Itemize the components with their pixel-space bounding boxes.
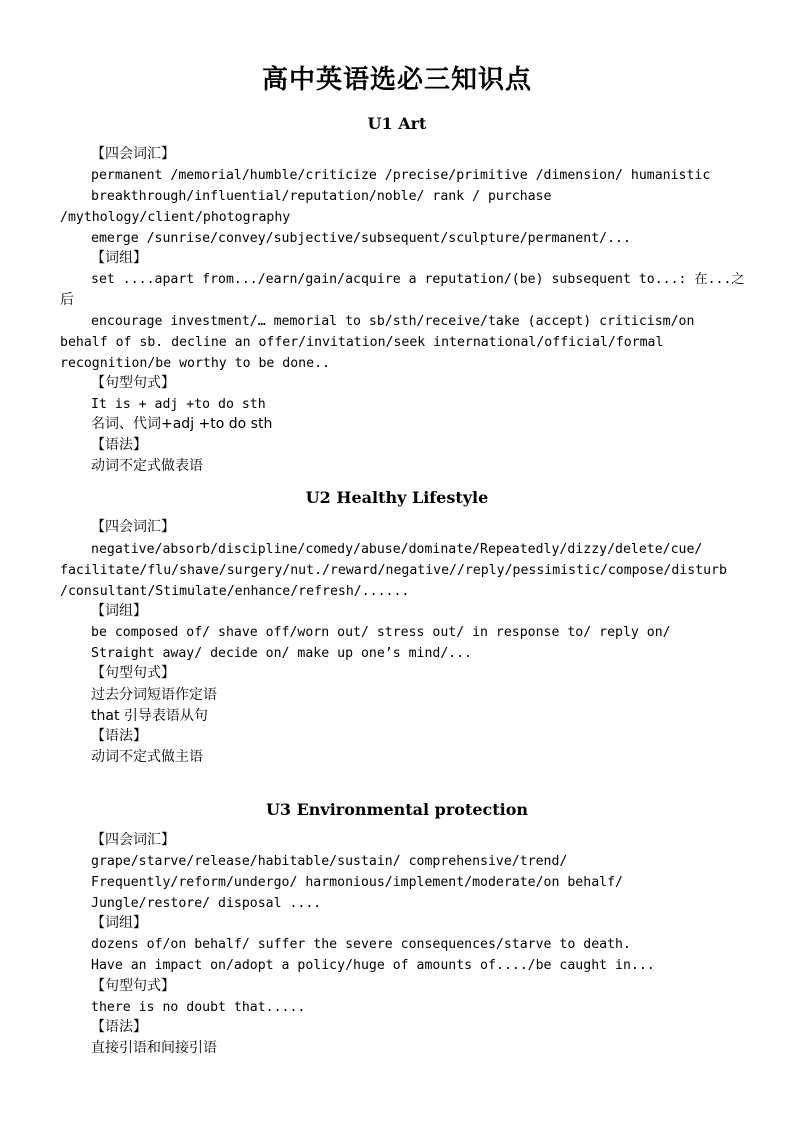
pattern-line: 过去分词短语作定语	[91, 687, 217, 703]
section-label: 【词组】	[91, 915, 147, 931]
vocab-line: facilitate/flu/shave/surgery/nut./reward/negative//reply/pessimistic/compose/disturb	[60, 563, 727, 578]
section-label: 【四会词汇】	[91, 519, 175, 535]
section-label: 【四会词汇】	[91, 146, 175, 162]
section-label: 【语法】	[91, 728, 147, 744]
phrase-line: set ....apart from.../earn/gain/acquire a reputation/(be) subsequent to...: 在...之	[91, 272, 745, 287]
vocab-line: negative/absorb/discipline/comedy/abuse/dominate/Repeatedly/dizzy/delete/cue/	[91, 542, 703, 557]
pattern-line: there is no doubt that.....	[91, 1000, 306, 1015]
pattern-line: that 引导表语从句	[91, 708, 208, 724]
section-label: 【语法】	[91, 1019, 147, 1035]
phrase-line: 后	[60, 292, 74, 308]
vocab-line: Jungle/restore/ disposal ....	[91, 896, 322, 911]
grammar-line: 直接引语和间接引语	[91, 1040, 217, 1056]
vocab-line: breakthrough/influential/reputation/noble/ rank / purchase	[91, 189, 552, 204]
phrase-line: recognition/be worthy to be done..	[60, 356, 330, 371]
section-label: 【句型句式】	[91, 375, 175, 391]
section-label: 【句型句式】	[91, 978, 175, 994]
vocab-line: permanent /memorial/humble/criticize /precise/primitive /dimension/ humanistic	[91, 168, 711, 183]
unit-heading: U1 Art	[367, 114, 427, 133]
phrase-line: behalf of sb. decline an offer/invitation/seek international/official/formal	[60, 335, 664, 350]
section-label: 【句型句式】	[91, 665, 175, 681]
vocab-line: /mythology/client/photography	[60, 210, 291, 225]
phrase-line: Straight away/ decide on/ make up one’s mind/...	[91, 646, 473, 661]
grammar-line: 动词不定式做表语	[91, 458, 203, 474]
section-label: 【词组】	[91, 603, 147, 619]
grammar-line: 动词不定式做主语	[91, 749, 203, 765]
section-label: 【语法】	[91, 437, 147, 453]
vocab-line: emerge /sunrise/convey/subjective/subsequent/sculpture/permanent/...	[91, 231, 631, 246]
vocab-line: grape/starve/release/habitable/sustain/ comprehensive/trend/	[91, 854, 568, 869]
unit-heading: U3 Environmental protection	[265, 800, 529, 819]
pattern-line: 名词、代词+adj +to do sth	[91, 416, 273, 432]
phrase-line: encourage investment/… memorial to sb/sth/receive/take (accept) criticism/on	[91, 314, 695, 329]
page-title: 高中英语选必三知识点	[261, 65, 532, 95]
phrase-line: dozens of/on behalf/ suffer the severe consequences/starve to death.	[91, 937, 631, 952]
vocab-line: /consultant/Stimulate/enhance/refresh/......	[60, 584, 410, 599]
section-label: 【词组】	[91, 250, 147, 266]
phrase-line: Have an impact on/adopt a policy/huge of amounts of..../be caught in...	[91, 958, 655, 973]
unit-heading: U2 Healthy Lifestyle	[305, 488, 489, 507]
section-label: 【四会词汇】	[91, 832, 175, 848]
vocab-line: Frequently/reform/undergo/ harmonious/implement/moderate/on behalf/	[91, 875, 623, 890]
phrase-line: be composed of/ shave off/worn out/ stress out/ in response to/ reply on/	[91, 625, 671, 640]
pattern-line: It is + adj +to do sth	[91, 397, 266, 412]
